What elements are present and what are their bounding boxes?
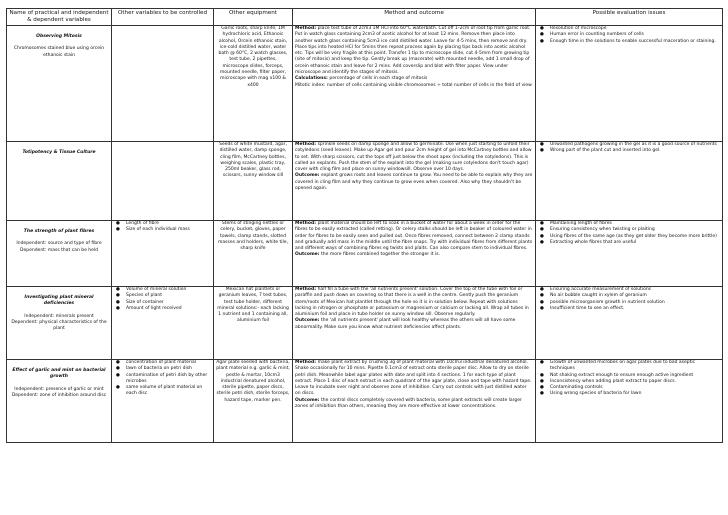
evaluation-item <box>538 306 720 312</box>
bullet-icon: ● <box>540 142 544 147</box>
evaluation-item <box>538 360 720 373</box>
control-item <box>114 373 211 386</box>
bullet-icon: ● <box>116 366 120 372</box>
control-item <box>114 227 211 233</box>
method-text: explant grows roots and leaves continue to grow. You need to be able to explain why they are covered in cling film and why they continue to grow even when covered. Also why they shouldn't be opened again. <box>295 173 533 192</box>
practical-name: Investigating plant mineral deficiencies <box>24 295 94 307</box>
table-body <box>7 25 723 442</box>
controls-cell <box>112 220 214 286</box>
evaluation-cell <box>536 141 723 220</box>
evaluation-text: Inconsistency when adding plant extract to paper discs. <box>550 378 677 384</box>
evaluation-text: Using wrong species of bacteria for lawn <box>550 391 642 397</box>
method-paragraph <box>295 360 533 398</box>
bullet-icon: ● <box>540 299 544 305</box>
header-evaluation: Possible evaluation issues <box>536 9 723 26</box>
table-row <box>7 220 723 286</box>
practical-name: Effect of garlic and mint on bacterial growth <box>12 368 106 380</box>
practical-cell <box>7 359 112 442</box>
method-label: Method: <box>295 26 318 31</box>
control-text: same volume of plant material on each disc <box>126 385 203 397</box>
equipment-cell: Mexican hat plantlets or geranium leaves, 7 test tubes, test tube holder, different mineral solutions:- each lacking 1 nutrient and 1 containing all, aluminium foil <box>214 286 293 359</box>
bullet-icon: ● <box>116 385 120 391</box>
table-row <box>7 141 723 220</box>
bullet-icon: ● <box>540 378 544 384</box>
table-row <box>7 359 723 442</box>
variable-text: Independent: source and type of fibre <box>16 241 102 247</box>
control-text: Amount of light received <box>126 305 182 311</box>
variable-text: Chromosomes stained blue using orcein ethanoic stain <box>13 46 105 58</box>
control-text: contamination of petri dish by other microbes <box>126 372 208 384</box>
evaluation-text: Wrong part of the plant cut and inserted into gel. <box>550 148 661 154</box>
method-cell <box>293 286 536 359</box>
evaluation-text: No air bubble caught in xylem of geranium <box>550 293 647 299</box>
evaluation-list <box>538 221 720 246</box>
method-paragraph <box>295 142 533 173</box>
header-method: Method and outcome <box>293 9 536 26</box>
method-paragraph <box>295 318 533 331</box>
method-label: Outcome: <box>295 173 322 179</box>
method-label: Method: <box>295 287 318 292</box>
bullet-icon: ● <box>540 287 544 292</box>
control-text: Volume of mineral solution <box>126 287 187 292</box>
table-row <box>7 286 723 359</box>
method-label: Calculations: <box>295 76 330 82</box>
control-list <box>114 221 211 234</box>
bullet-icon: ● <box>540 360 544 365</box>
evaluation-item <box>538 391 720 397</box>
evaluation-text: Ensuring accurate measurement of solutions <box>550 287 652 292</box>
evaluation-item <box>538 240 720 246</box>
method-label: Method: <box>295 360 318 365</box>
method-text: Mitotic index: number of cells containing visible chromosomes ÷ total number of cells in the field of view <box>295 82 532 88</box>
method-cell <box>293 359 536 442</box>
method-paragraph <box>295 26 533 76</box>
method-text: sprinkle seeds on damp sponge and allow to germinate. Use when just starting to unfold their cotyledons (seed leaves). Make up Agar gel and pour 2cm height of gel into McCartney bottles and allow to set. With sharp scissors, cut the tops off just below the shoot apex (including the cotyledons). This is called an explants. Push the stem of the explant into the gel (making sure cotyledons don't touch agar) cover with cling film and place on sunny windowsill. Observe over 10 days. <box>295 142 532 173</box>
evaluation-text: Unwanted pathogens growing in the gel as it is a good source of nutrients <box>550 142 717 147</box>
variable-text: Dependent: mass that can be held <box>19 247 99 253</box>
header-equipment: Other equipment <box>214 9 293 26</box>
method-cell <box>293 220 536 286</box>
bullet-icon: ● <box>116 305 120 311</box>
bullet-icon: ● <box>540 293 544 299</box>
evaluation-text: Growth of unwanted microbes on agar plates due to bad aseptic techniques <box>550 360 696 372</box>
practical-cell <box>7 25 112 141</box>
variable-text: Dependent: zone of inhibition around disc <box>11 392 107 398</box>
practical-cell <box>7 220 112 286</box>
bullet-icon: ● <box>540 38 544 44</box>
practical-name: The strength of plant fibres <box>23 229 95 234</box>
method-cell <box>293 141 536 220</box>
evaluation-list <box>538 26 720 45</box>
bullet-icon: ● <box>116 221 120 226</box>
method-paragraph <box>295 173 533 192</box>
bullet-icon: ● <box>116 293 120 299</box>
method-paragraph <box>295 252 533 258</box>
controls-cell <box>112 141 214 220</box>
method-text: plant material should be left to soak in a bucket of water for about a week in order for the fibres to be easily extracted (called retting). Or celery stalks should be left in beaker of coloured water in order for fibres to be easily seen and pulled out. Once fibres removed, connect between 2 clamp stands and gradually add mass in the middle until the fibre snaps. Try with individual fibres from different plants and different ways of combining fibres eg twists and plaits. Can also compare stem to individual fibres. <box>295 221 533 252</box>
equipment-cell: Garlic roots, sharp knife, 1M hydrochloric acid, Ethanoic alcohol, Orcein ethanoic stain, ice-cold distilled water, water bath @ 60°C, 2 watch glasses, test tube, 2 pipettes, microscope slides, forceps, mounted needle, filter paper, microscope with mag x100 & x400 <box>214 25 293 141</box>
bullet-icon: ● <box>540 26 544 31</box>
evaluation-list <box>538 360 720 398</box>
control-text: Size of each individual mass <box>126 227 190 233</box>
method-text: the control discs completely covered with bacteria, some plant extracts will create larger zones of inhibition than others, meaning they are more effective at lower concentrations. <box>295 397 522 410</box>
method-label: Outcome: <box>295 252 322 258</box>
variable-text: Independent: presence of garlic or mint <box>14 386 104 392</box>
practicals-table <box>6 8 723 443</box>
bullet-icon: ● <box>540 233 544 239</box>
method-text: half fill a tube with the 'all nutrients present' solution. Cover the top of the tube with foil or paraffin and push down on covering so that there is a well in the centre. Gently push the geranium stem/roots of Mexican hat plantlet through the hole so it is in solution below. Repeat with solutions lacking in nitrogen or phosphate or potassium or magnesium or calcium or lacking all. Wrap all tubes in aluminium foil and place in tube holder on sunny window sill. Observe regularly. <box>295 287 529 318</box>
evaluation-cell <box>536 25 723 141</box>
control-text: Size of container <box>126 299 164 305</box>
method-label: Outcome: <box>295 318 322 324</box>
evaluation-list <box>538 142 720 155</box>
practical-cell <box>7 286 112 359</box>
practical-cell <box>7 141 112 220</box>
evaluation-text: Human error in counting numbers of cells <box>550 32 644 38</box>
method-text: percentage of cells in each stage of mitosis <box>329 76 428 82</box>
method-text: make plant extract by crushing 3g of plant material with 10cm3 industrial denatured alcohol. Shake occasionally for 10 mins. Pipette 0.1cm3 of extract onto sterile paper disc. Allow to dry on sterile petri dish. Meanwhile label agar plates with date and split into 4 sections. 1 for each type of plant extract. Place 1 disc of each extract in each quadrant of the agar plate, close and tape with hazard tape. Leave to incubate over night and observe zone of inhibition. Carry out controls with just distilled water on discs. <box>295 360 532 397</box>
evaluation-text: Not shaking extract enough to ensure enough active ingredient <box>550 372 694 378</box>
bullet-icon: ● <box>540 32 544 38</box>
control-text: concentration of plant material <box>126 360 197 365</box>
control-item <box>114 306 211 312</box>
variable-text: Independent: minerals present <box>24 313 94 319</box>
evaluation-list <box>538 287 720 312</box>
method-text: place test tube of 2cm3 1M HCl into 60°C waterbath. Cut off 1-2cm of root tip from garlic root. Put in watch glass containing 2cm3 of acetic alcohol for at least 12 mins. Remove then place into another watch glass containing 5cm3 ice cold distilled water. Leave for 4-5 mins, then remove and dry. Place tips into heated HCl for 5mins then repeat process again by placing tips back into acetic alcohol etc. Tips will be very fragile at this point. Transfer 1 tip to microscope slide, cut 4-5mm from growing tip (site of mitosis) and keep the tip. Gently break up (macerate) with mounted needle, add 1 small drop of orcein ethanoic stain and leave for 2 mins. Add coverslip and blot with filter paper. View under microscope and identify the stages of mitosis. <box>295 26 531 76</box>
evaluation-item <box>538 39 720 45</box>
evaluation-text: Insufficient time to see an effect. <box>550 305 625 311</box>
bullet-icon: ● <box>116 372 120 378</box>
bullet-icon: ● <box>116 299 120 305</box>
bullet-icon: ● <box>540 391 544 397</box>
method-label: Outcome: <box>295 397 322 403</box>
practical-name: Totipotency & Tissue Culture <box>22 150 96 155</box>
controls-cell <box>112 25 214 141</box>
bullet-icon: ● <box>540 372 544 378</box>
header-row <box>7 9 723 26</box>
evaluation-text: Enough time in the solutions to enable successful maceration or staining. <box>550 38 716 44</box>
bullet-icon: ● <box>116 227 120 233</box>
evaluation-item <box>538 148 720 154</box>
header-practical: Name of practical and independent & dependent variables <box>7 9 112 26</box>
method-text: the more fibres combined together the stronger it is. <box>321 252 441 258</box>
table-row <box>7 25 723 141</box>
evaluation-cell <box>536 286 723 359</box>
evaluation-text: Extracting whole fibres that are useful <box>550 239 637 245</box>
controls-cell <box>112 286 214 359</box>
bullet-icon: ● <box>540 221 544 226</box>
bullet-icon: ● <box>540 305 544 311</box>
equipment-cell: Agar plate seeded with bacteria, plant material e.g. garlic & mint, pestle & mortar, 10cm3 industrial denatured alcohol, sterile pipette, paper discs, sterile petri dish, sterile forceps, hazard tape, marker pen. <box>214 359 293 442</box>
evaluation-text: Using fibres of the same age (as they get older they become more brittle) <box>550 233 717 239</box>
bullet-icon: ● <box>540 385 544 391</box>
equipment-cell: Stems of stinging nettles or celery, bucket, gloves, paper towels, clamp stands, slotted masses and holders, white tile, sharp knife <box>214 220 293 286</box>
control-text: Species of plant <box>126 293 162 299</box>
bullet-icon: ● <box>540 227 544 233</box>
bullet-icon: ● <box>540 148 544 154</box>
bullet-icon: ● <box>116 360 120 365</box>
control-item <box>114 385 211 398</box>
evaluation-text: Resolution of microscope <box>550 26 607 31</box>
method-paragraph <box>295 221 533 252</box>
evaluation-text: Ensuring consistency when twisting or plaiting <box>550 227 655 233</box>
controls-cell <box>112 359 214 442</box>
method-paragraph <box>295 398 533 411</box>
header-control: Other variables to be controlled <box>112 9 214 26</box>
method-text: the 'all nutrients present' plant will look healthy whereas the others will all have some abnormality. Make sure you know what nutrient deficiencies affect plants. <box>295 318 516 330</box>
control-list <box>114 360 211 398</box>
method-label: Method: <box>295 142 318 147</box>
control-list <box>114 287 211 312</box>
evaluation-text: possible microorganism growth in nutrient solution <box>550 299 665 305</box>
equipment-cell: Seeds of white mustard, agar, distilled water, damp sponge, cling film, McCartney bottles, weighing scales, plastic tray, 250ml beaker, glass rod, scissors, sunny window sill <box>214 141 293 220</box>
method-cell <box>293 25 536 141</box>
method-paragraph <box>295 287 533 318</box>
practical-name: Observing Mitosis <box>36 34 82 39</box>
evaluation-cell <box>536 220 723 286</box>
method-label: Method: <box>295 221 318 226</box>
control-text: lawn of bacteria on petri dish <box>126 366 192 372</box>
control-text: Length of fibre <box>126 221 159 226</box>
method-paragraph <box>295 83 533 89</box>
evaluation-text: Maintaining length of fibres <box>550 221 612 226</box>
bullet-icon: ● <box>540 239 544 245</box>
bullet-icon: ● <box>116 287 120 292</box>
variable-text: Dependent: physical characteristics of the plant <box>11 319 107 332</box>
evaluation-text: Contaminating controls <box>550 385 603 391</box>
evaluation-cell <box>536 359 723 442</box>
